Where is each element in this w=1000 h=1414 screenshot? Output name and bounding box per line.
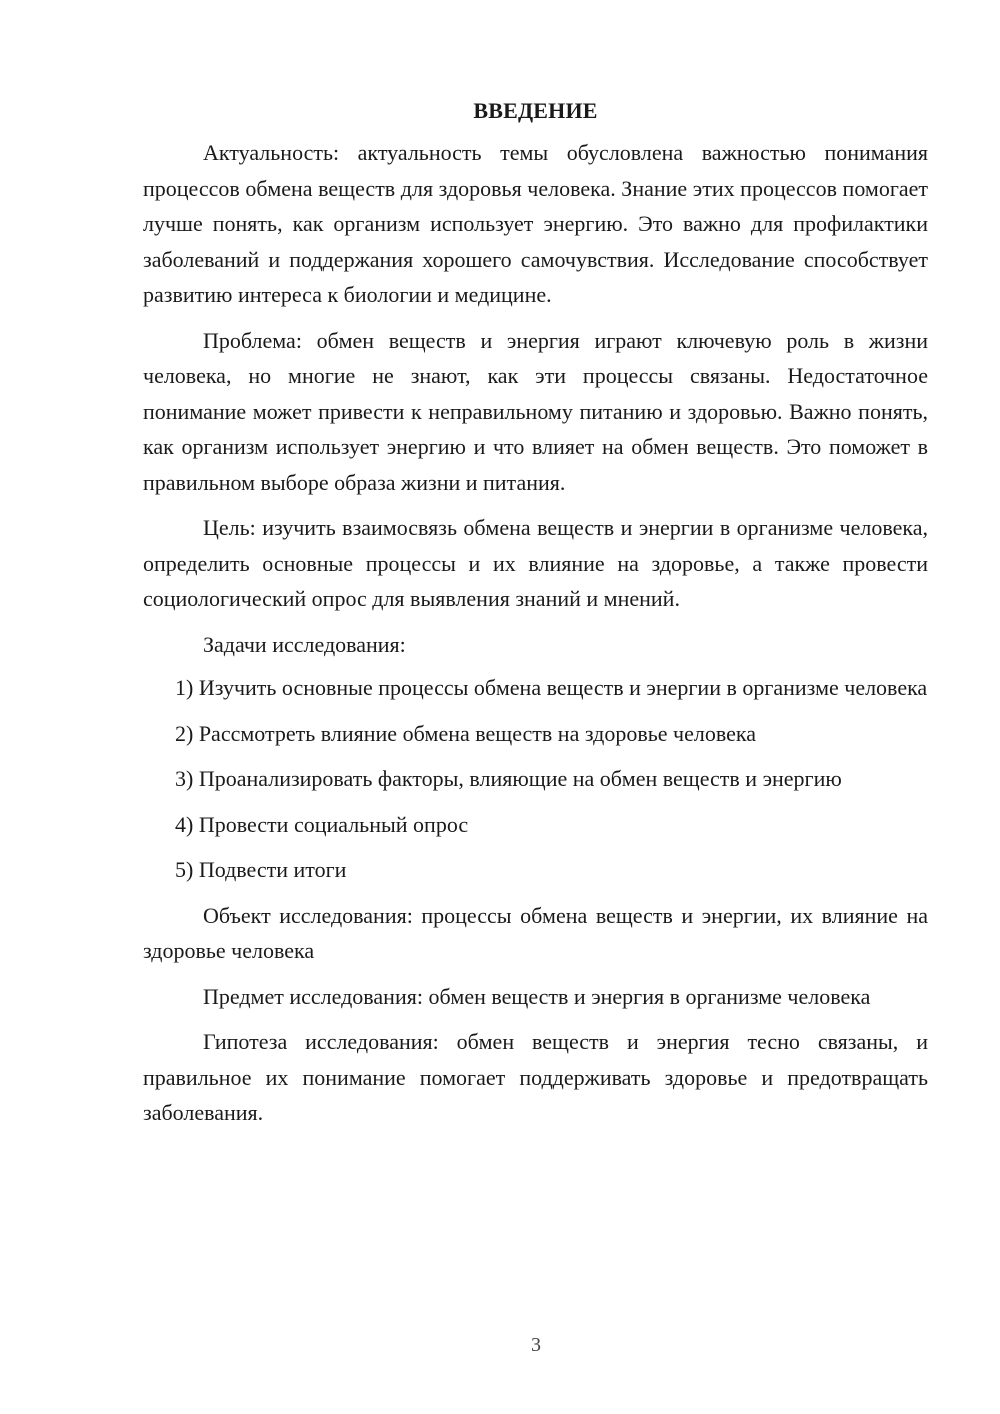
task-item: 2) Рассмотреть влияние обмена веществ на здоровье человека [175, 720, 756, 746]
problem-paragraph: Проблема: обмен веществ и энергия играют ключевую роль в жизни человека, но многие не знают, как эти процессы связаны. Недостаточное понимание может привести к неправильному питанию и здоровью. Важно понять, как организм использует энергию и что влияет на обмен веществ. Это поможет в правильном выборе образа жизни и питания. [143, 327, 928, 495]
task-item: 4) Провести социальный опрос [175, 811, 469, 837]
relevance-paragraph: Актуальность: актуальность темы обусловлена важностью понимания процессов обмена веществ для здоровья человека. Знание этих процессов помогает лучше понять, как организм использует энергию. Это важно для профилактики заболеваний и поддержания хорошего самочувствия. Исследование способствует развитию интереса к биологии и медицине. [143, 140, 928, 307]
subject-paragraph: Предмет исследования: обмен веществ и энергия в организме человека [203, 983, 871, 1009]
page-number: 3 [531, 1334, 541, 1356]
object-paragraph: Объект исследования: процессы обмена веществ и энергии, их влияние на здоровье человека [143, 902, 928, 963]
hypothesis-paragraph: Гипотеза исследования: обмен веществ и энергия тесно связаны, и правильное их понимание помогает поддерживать здоровье и предотвращать заболевания. [143, 1029, 928, 1125]
task-item: 5) Подвести итоги [175, 857, 347, 882]
goal-paragraph: Цель: изучить взаимосвязь обмена веществ и энергии в организме человека, определить основные процессы и их влияние на здоровье, а также провести социологический опрос для выявления знаний и мнений. [143, 515, 928, 611]
page-title: ВВЕДЕНИЕ [473, 98, 598, 123]
task-item: 1) Изучить основные процессы обмена веществ и энергии в организме человека [175, 675, 928, 700]
tasks-heading: Задачи исследования: [203, 631, 406, 657]
task-item: 3) Проанализировать факторы, влияющие на обмен веществ и энергию [175, 766, 842, 791]
page-content [143, 95, 928, 1141]
tasks-list [143, 670, 928, 888]
